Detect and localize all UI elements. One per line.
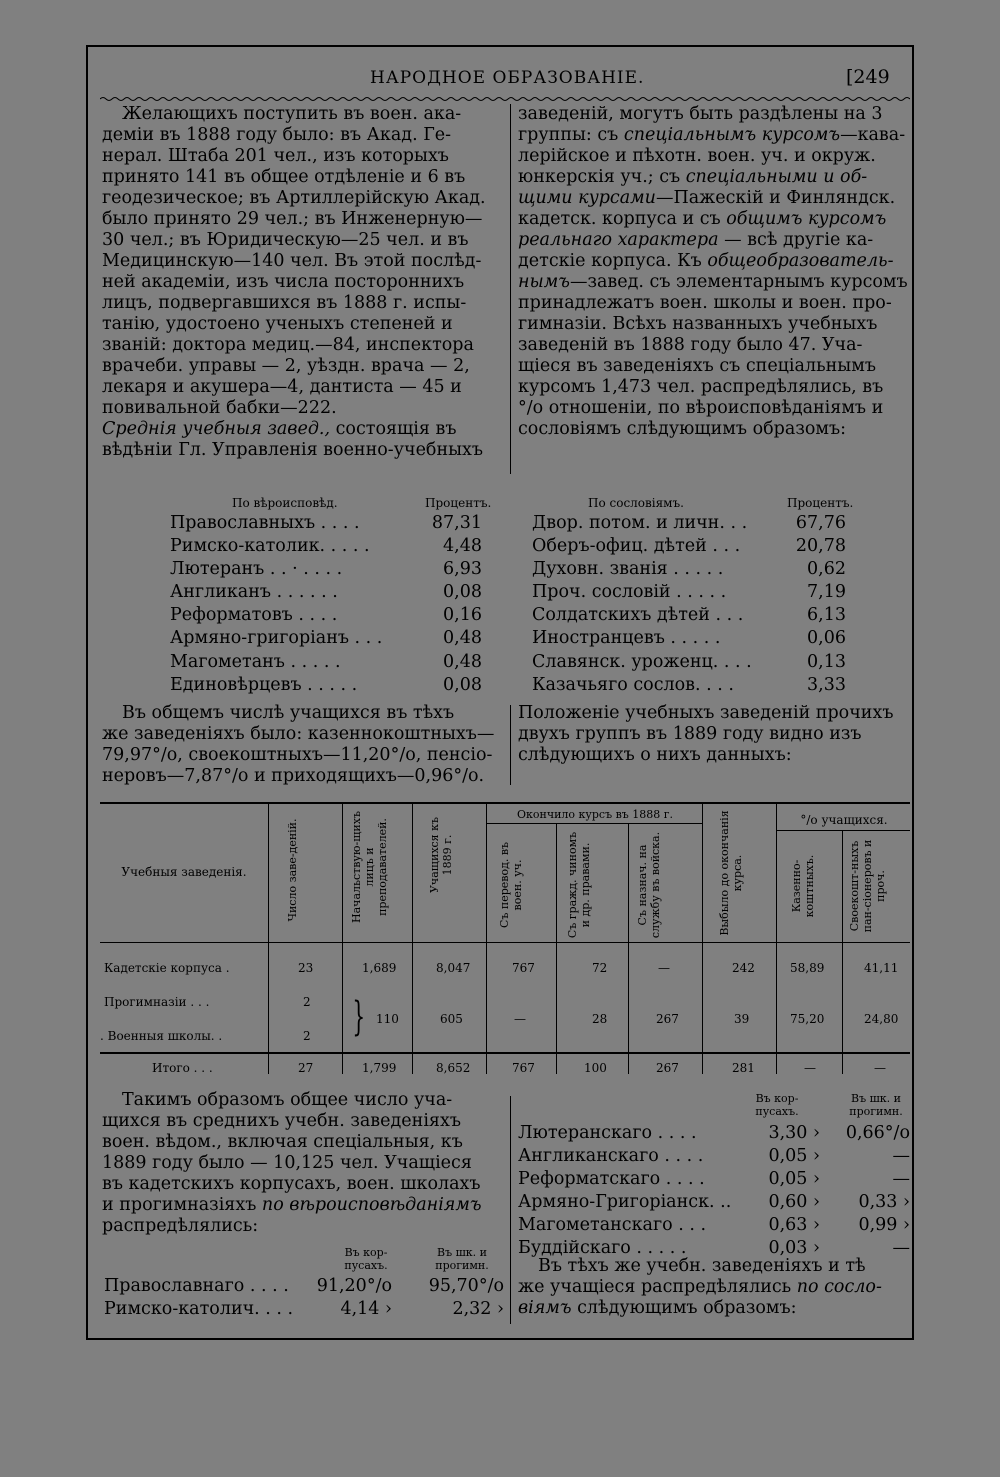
list-item-label: Лютеранскаго . . . .: [518, 1123, 697, 1143]
list-item-value: 87,31: [431, 513, 482, 533]
col-fin-army-header: [636, 830, 662, 940]
list-item: [518, 1214, 910, 1237]
text-line: повивальной бабки—222.: [102, 398, 337, 418]
head-text: пусахъ.: [755, 1105, 799, 1118]
italic-run: по сосло-: [796, 1277, 882, 1297]
total-cell: 767: [512, 1061, 535, 1075]
text-run: и прогимназіяхъ: [102, 1195, 262, 1215]
header-text: Учащихся къ 1889 г.: [428, 817, 454, 894]
list-item: [170, 535, 482, 558]
text-line: Положеніе учебныхъ заведеній прочихъ: [518, 703, 894, 723]
list-item-value: 4,48: [443, 536, 482, 557]
table-cell: 1,689: [362, 961, 397, 975]
text-line: ней академіи, изъ числа постороннихъ: [102, 272, 465, 292]
list-item: [518, 1145, 910, 1168]
table-cell: 72: [592, 961, 608, 975]
list-item-value: 20,78: [795, 536, 846, 557]
list-item-value: 6,13: [807, 605, 846, 626]
text-line: заведеній, могутъ быть раздѣлены на 3: [518, 104, 883, 124]
italic-run: віямъ: [518, 1298, 572, 1318]
list-item-value: —: [892, 1169, 910, 1190]
wavy-rule: [100, 96, 910, 102]
list-item-value: 91,20°/о: [316, 1276, 392, 1296]
table-cell: 28: [592, 1012, 608, 1026]
text-line: Такимъ образомъ общее число уча-: [122, 1090, 453, 1110]
group-rule: [486, 823, 702, 824]
list-item-label: Магометанъ . . . . .: [170, 651, 341, 672]
list-item: [170, 512, 482, 535]
list-item: [104, 1275, 504, 1298]
left-column-religion: [102, 1090, 499, 1237]
header-text: Съ перевод. въ воен. уч.: [498, 841, 524, 929]
col-staff-header: [350, 804, 389, 930]
text-line: принадлежатъ воен. школы и воен. про-: [518, 293, 892, 313]
table-row-label: . Военныя школы. .: [100, 1029, 223, 1043]
table-col-rule: [628, 824, 629, 1074]
head-text: Въ кор-: [755, 1092, 799, 1105]
total-cell: —: [874, 1061, 886, 1075]
italic-run: общеобразователь-: [707, 251, 894, 271]
left-subtable-head-1: [336, 1246, 396, 1272]
total-cell: 1,799: [362, 1061, 397, 1075]
list-item-value: 0,06: [807, 628, 846, 649]
list-item: [170, 674, 482, 697]
right-column-intro: [518, 104, 910, 440]
list-item-value: 7,19: [807, 582, 846, 603]
text-line: слѣдующихъ о нихъ данныхъ:: [518, 745, 792, 765]
list-item-label: Англиканъ . . . . . .: [170, 582, 338, 603]
list-item-label: Англиканскаго . . . .: [518, 1146, 704, 1167]
text-line: нерал. Штаба 201 чел., изъ которыхъ: [102, 146, 449, 166]
text-line: принято 141 въ общее отдѣленіе и 6 въ: [102, 167, 466, 187]
list-item-value: —: [892, 1146, 910, 1167]
table-body-rule: [100, 1052, 910, 1054]
list-item: [104, 1298, 504, 1321]
list-item: [532, 512, 846, 535]
list-item: [170, 651, 482, 674]
text-run: —завед. съ элементарнымъ курсомъ: [569, 272, 908, 292]
list-item-value: 0,48: [443, 651, 482, 672]
text-line: было принято 29 чел.; въ Инженерную—: [102, 209, 483, 229]
table-cell: 58,89: [790, 961, 825, 975]
list-item-value: 0,62: [807, 559, 846, 580]
list-item-label: Двор. потом. и личн. . .: [532, 513, 748, 533]
head-text: пусахъ.: [344, 1259, 388, 1272]
table-cell: 39: [734, 1012, 750, 1026]
table-top-rule: [100, 802, 910, 804]
total-cell: 27: [298, 1061, 314, 1075]
total-row-label: Итого . . .: [152, 1061, 213, 1075]
table-cell: 24,80: [864, 1012, 899, 1026]
col-pct-state-header: [790, 836, 816, 936]
left-subtable-head-2: [424, 1246, 500, 1272]
italic-run: по вѣроисповѣданіямъ: [261, 1195, 482, 1215]
page-number: [249: [846, 66, 890, 88]
left-column-intro: [102, 104, 499, 461]
table-cell: 2: [303, 995, 311, 1009]
text-run: детскіе корпуса. Къ: [518, 251, 708, 271]
table-header-rule: [100, 942, 910, 943]
list-item: [532, 604, 846, 627]
list-item-value: 3,30 ›: [768, 1123, 820, 1143]
list-item: [532, 535, 846, 558]
list-item-value: 0,05 ›: [768, 1146, 820, 1167]
text-line: °/о отношеніи, по вѣроисповѣданіямъ и: [518, 398, 884, 418]
table-col-rule: [268, 804, 269, 1074]
list-item-label: Оберъ-офиц. дѣтей . . .: [532, 536, 741, 557]
col-fin-civ-header: [566, 830, 592, 940]
list-item-label: Реформатовъ . . . .: [170, 605, 338, 626]
text-line: воен. вѣдом., включая спеціальныя, къ: [102, 1132, 463, 1152]
left-religion-subtable: [104, 1275, 504, 1321]
list-item: [532, 558, 846, 581]
head-text: Въ шк. и: [850, 1092, 901, 1105]
list-item-label: Буддійскаго . . . . .: [518, 1238, 687, 1259]
text-line: курсомъ 1,473 чел. распредѣлялись, въ: [518, 377, 884, 397]
text-line: танію, удостоено ученыхъ степеней и: [102, 314, 453, 334]
col-students-header: [428, 810, 454, 900]
list-item-label: Славянск. уроженц. . . .: [532, 651, 752, 672]
list-item-value: 95,70°/о: [428, 1276, 504, 1296]
list-item-label: Иностранцевъ . . . . .: [532, 628, 721, 649]
list-item-label: Проч. сословій . . . . .: [532, 582, 727, 603]
text-run: юнкерскія уч.; съ: [518, 167, 686, 187]
text-line: заведеній въ 1888 году было 47. Уча-: [518, 335, 863, 355]
list-item: [170, 604, 482, 627]
table-cell: 605: [440, 1012, 463, 1026]
total-cell: 100: [584, 1061, 607, 1075]
text-line: неровъ—7,87°/о и приходящихъ—0,96°/о.: [102, 766, 485, 786]
text-line: Въ тѣхъ же учебн. заведеніяхъ и тѣ: [538, 1256, 866, 1276]
text-line: врачеби. управы — 2, уѣздн. врача — 2,: [102, 356, 470, 376]
total-cell: —: [804, 1061, 816, 1075]
text-line: гимназіи. Всѣхъ названныхъ учебныхъ: [518, 314, 878, 334]
text-line: 30 чел.; въ Юридическую—25 чел. и въ: [102, 230, 469, 250]
col-institution-header: Учебныя заведенія.: [121, 865, 247, 879]
list-item-value: 0,08: [443, 674, 482, 695]
table-cell: 41,11: [864, 961, 899, 975]
list-item-value: 0,13: [807, 651, 846, 672]
text-line: въ кадетскихъ корпусахъ, воен. школахъ: [102, 1174, 481, 1194]
table-col-rule: [342, 804, 343, 1074]
italic-run: общимъ курсомъ: [726, 209, 887, 229]
list-item-label: Православнаго . . . .: [104, 1276, 289, 1296]
text-run: —кава-: [840, 125, 906, 145]
list-item-value: 0,03 ›: [768, 1238, 820, 1259]
list-item-value: 0,08: [443, 582, 482, 603]
table-col-rule: [486, 804, 487, 1074]
list-item: [518, 1122, 910, 1145]
table-cell: 242: [732, 961, 755, 975]
right-column-estates: [518, 1256, 910, 1319]
list-item: [532, 581, 846, 604]
column-divider: [510, 104, 511, 474]
table-col-rule: [842, 831, 843, 1074]
right-subtable-head-2: [838, 1092, 914, 1118]
text-line: щихся въ среднихъ учебн. заведеніяхъ: [102, 1111, 461, 1131]
right-subtable-head-1: [744, 1092, 810, 1118]
left-column-summary: [102, 703, 499, 787]
header-text: Своекошт-ныхъ пан-сіонеровъ и проч.: [848, 839, 887, 933]
text-line: распредѣлялись:: [102, 1216, 259, 1236]
header-text: Съ гражд. чиномъ и др. правами.: [566, 831, 592, 939]
list-item: [518, 1191, 910, 1214]
religion-percent-heading: Процентъ.: [425, 496, 492, 510]
text-line: Въ общемъ числѣ учащихся въ тѣхъ: [122, 703, 455, 723]
head-text: прогимн.: [435, 1259, 489, 1272]
list-item: [170, 558, 482, 581]
italic-run: реальнаго характера: [518, 230, 719, 250]
text-line: вѣдѣніи Гл. Управленія военно-учебныхъ: [102, 440, 484, 460]
list-item: [518, 1168, 910, 1191]
text-line: Желающихъ поступить въ воен. ака-: [122, 104, 462, 124]
list-item: [170, 581, 482, 604]
text-line: 79,97°/о, своекоштныхъ—11,20°/о, пенсіо-: [102, 745, 493, 765]
table-cell: —: [658, 961, 670, 975]
head-text: Въ кор-: [344, 1246, 388, 1259]
total-cell: 8,652: [436, 1061, 471, 1075]
brace-glyph: }: [352, 994, 366, 1040]
text-line: лицъ, подвергавшихся въ 1888 г. испы-: [102, 293, 467, 313]
text-line: сословіямъ слѣдующимъ образомъ:: [518, 419, 847, 439]
list-item-value: 0,05 ›: [768, 1169, 820, 1190]
text-line: геодезическое; въ Артиллерійскую Акад.: [102, 188, 486, 208]
table-cell: 8,047: [436, 961, 471, 975]
text-line: деміи въ 1888 году было: въ Акад. Ге-: [102, 125, 452, 145]
finished-group-header: Окончило курсъ въ 1888 г.: [516, 808, 674, 821]
table-col-rule: [702, 804, 703, 1074]
text-line: щіеся въ заведеніяхъ съ спеціальнымъ: [518, 356, 876, 376]
list-item-value: 6,93: [443, 559, 482, 580]
header-text: Съ назнач. на службу въ войска.: [636, 831, 662, 939]
religion-list-heading: По вѣроисповѣд.: [232, 496, 338, 510]
text-line: же заведеніяхъ было: казеннокоштныхъ—: [102, 724, 495, 744]
table-col-rule: [776, 804, 777, 1074]
text-run: слѣдующимъ образомъ:: [571, 1298, 797, 1318]
table-cell: 75,20: [790, 1012, 825, 1026]
text-line: лерійское и пѣхотн. воен. уч. и окруж.: [518, 146, 876, 166]
italic-run: щими курсами: [518, 188, 656, 208]
col-pct-self-header: [848, 836, 887, 936]
list-item-label: Магометанскаго . . .: [518, 1215, 707, 1236]
total-cell: 267: [656, 1061, 679, 1075]
text-run: группы: съ: [518, 125, 624, 145]
italic-run: Среднія учебныя завед.,: [102, 419, 331, 439]
list-item-value: —: [892, 1238, 910, 1259]
table-cell: 110: [376, 1012, 399, 1026]
list-item: [532, 627, 846, 650]
col-dropped-header: [718, 808, 744, 938]
list-item-label: Римско-католич. . . .: [104, 1299, 294, 1320]
list-item-value: 0,99 ›: [858, 1215, 910, 1236]
text-run: — всѣ другіе ка-: [718, 230, 874, 250]
italic-run: спеціальнымъ курсомъ: [623, 125, 841, 145]
text-line: званій: доктора медиц.—84, инспектора: [102, 335, 474, 355]
estate-list: [532, 512, 846, 697]
table-row-label: Кадетскіе корпуса .: [104, 961, 230, 975]
table-cell: —: [514, 1012, 526, 1026]
text-line: 1889 году было — 10,125 чел. Учащіеся: [102, 1153, 472, 1173]
column-divider: [510, 1096, 511, 1324]
table-row-label: Прогимназіи . . .: [104, 995, 210, 1009]
list-item-value: 0,60 ›: [768, 1192, 820, 1213]
head-text: Въ шк. и: [436, 1246, 487, 1259]
list-item-value: 0,16: [443, 605, 482, 626]
list-item-value: 2,32 ›: [452, 1299, 504, 1320]
list-item-value: 0,48: [443, 628, 482, 649]
italic-run: спеціальными и об-: [685, 167, 868, 187]
list-item-label: Единовѣрцевъ . . . . .: [170, 674, 358, 695]
table-col-rule: [412, 804, 413, 1074]
right-religion-subtable: [518, 1122, 910, 1261]
list-item-label: Православныхъ . . . .: [170, 513, 360, 533]
text-run: состоящія въ: [330, 419, 457, 439]
list-item: [170, 627, 482, 650]
table-cell: 2: [303, 1029, 311, 1043]
list-item-value: 67,76: [795, 513, 846, 533]
header-text: Казенно-коштныхъ.: [790, 854, 816, 918]
list-item-value: 3,33: [807, 674, 846, 695]
text-run: —Пажескій и Финляндск.: [655, 188, 896, 208]
list-item-value: 0,33 ›: [858, 1192, 910, 1213]
text-run: кадетск. корпуса и съ: [518, 209, 727, 229]
list-item-label: Римско-католик. . . . .: [170, 536, 370, 557]
table-col-rule: [556, 824, 557, 1074]
list-item-value: 4,14 ›: [340, 1299, 392, 1320]
table-cell: 767: [512, 961, 535, 975]
list-item-label: Армяно-Григоріанск. ..: [518, 1192, 732, 1213]
text-line: двухъ группъ въ 1889 году видно изъ: [518, 724, 862, 744]
list-item-label: Армяно-григоріанъ . . .: [170, 628, 383, 649]
total-cell: 281: [732, 1061, 755, 1075]
estate-list-heading: По сословіямъ.: [588, 496, 684, 510]
header-text: Выбыло до окончанія курса.: [718, 810, 744, 936]
header-text: Число заве-деній.: [286, 818, 299, 922]
text-run: же учащіеся распредѣлялись: [518, 1277, 797, 1297]
head-text: прогимн.: [849, 1105, 903, 1118]
list-item-label: Духовн. званія . . . . .: [532, 559, 724, 580]
list-item-label: Реформатскаго . . . .: [518, 1169, 705, 1190]
running-header: НАРОДНОЕ ОБРАЗОВАНІЕ.: [370, 68, 645, 88]
col-fin-mil-header: [498, 830, 524, 940]
list-item-label: Солдатскихъ дѣтей . . .: [532, 605, 744, 626]
column-divider: [510, 705, 511, 785]
list-item: [532, 651, 846, 674]
text-line: Медицинскую—140 чел. Въ этой послѣд-: [102, 251, 482, 271]
right-column-summary: [518, 703, 910, 766]
col-count-header: [286, 810, 299, 930]
text-line: лекаря и акушера—4, дантиста — 45 и: [102, 377, 462, 397]
religion-list: [170, 512, 482, 697]
list-item-value: 0,63 ›: [768, 1215, 820, 1236]
percent-group-header: °/о учащихся.: [800, 813, 888, 827]
table-cell: 23: [298, 961, 314, 975]
italic-run: нымъ: [518, 272, 570, 292]
estate-percent-heading: Процентъ.: [787, 496, 854, 510]
group-rule: [776, 830, 910, 831]
list-item-label: Казачьяго сослов. . . .: [532, 674, 734, 695]
table-cell: 267: [656, 1012, 679, 1026]
list-item-label: Лютеранъ . . · . . . .: [170, 559, 343, 580]
header-text: Начальствую-щихъ лицъ и преподавателей.: [350, 811, 389, 923]
list-item-value: 0,66°/о: [845, 1123, 910, 1143]
list-item: [532, 674, 846, 697]
